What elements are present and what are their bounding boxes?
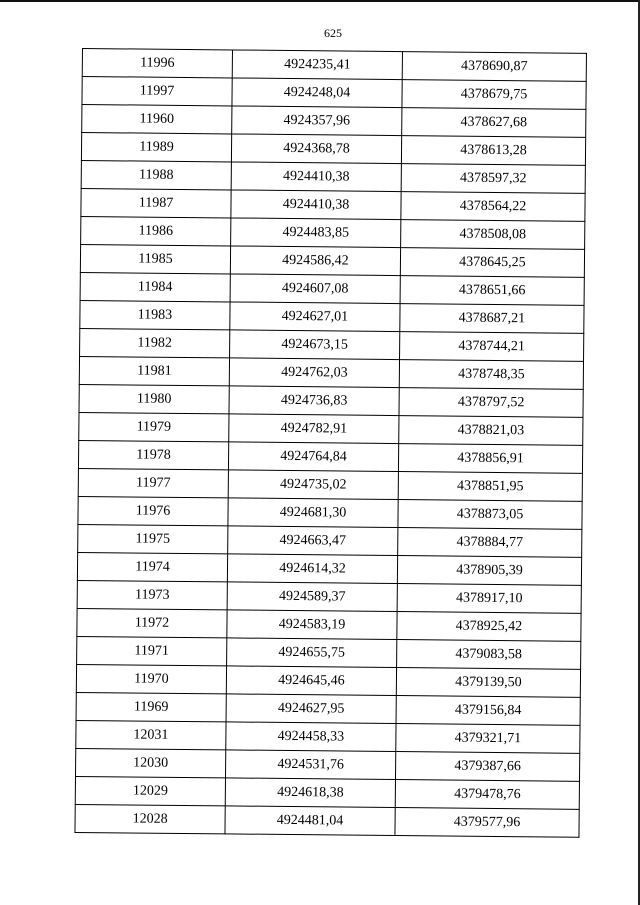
point-number-cell: 11974 [77,552,227,581]
point-number-cell: 11960 [82,105,232,134]
point-number-cell: 11971 [77,636,227,665]
x-coordinate-cell: 4924357,96 [232,106,402,136]
y-coordinate-cell: 4378821,03 [399,416,583,446]
coordinates-table [74,48,587,838]
point-number-cell: 11970 [76,664,226,693]
point-number-cell: 12031 [76,720,226,749]
y-coordinate-cell: 4378645,25 [400,248,584,278]
point-number-cell: 11996 [82,49,232,78]
point-number-cell: 11983 [80,300,230,329]
x-coordinate-cell: 4924681,30 [228,498,398,528]
x-coordinate-cell: 4924663,47 [228,526,398,556]
y-coordinate-cell: 4378748,35 [399,360,583,390]
x-coordinate-cell: 4924410,38 [231,162,401,192]
point-number-cell: 11997 [82,77,232,106]
page-top-border [0,0,640,2]
x-coordinate-cell: 4924764,84 [228,442,398,472]
y-coordinate-cell: 4378856,91 [398,444,582,474]
coordinates-table-container [74,48,587,838]
page-number: 625 [324,26,342,40]
point-number-cell: 11978 [78,440,228,469]
y-coordinate-cell: 4379156,84 [396,696,580,726]
x-coordinate-cell: 4924607,08 [230,274,400,304]
y-coordinate-cell: 4378613,28 [401,136,585,166]
x-coordinate-cell: 4924248,04 [232,78,402,108]
x-coordinate-cell: 4924531,76 [226,750,396,780]
point-number-cell: 12029 [75,776,225,805]
table-row [75,804,579,837]
y-coordinate-cell: 4378925,42 [397,612,581,642]
y-coordinate-cell: 4379478,76 [395,780,579,810]
y-coordinate-cell: 4378917,10 [397,584,581,614]
x-coordinate-cell: 4924782,91 [229,414,399,444]
y-coordinate-cell: 4378873,05 [398,500,582,530]
x-coordinate-cell: 4924481,04 [225,806,395,836]
y-coordinate-cell: 4378679,75 [402,80,586,110]
point-number-cell: 11989 [81,133,231,162]
x-coordinate-cell: 4924735,02 [228,470,398,500]
x-coordinate-cell: 4924736,83 [229,386,399,416]
x-coordinate-cell: 4924458,33 [226,722,396,752]
y-coordinate-cell: 4378690,87 [402,52,586,82]
y-coordinate-cell: 4378627,68 [402,108,586,138]
y-coordinate-cell: 4378797,52 [399,388,583,418]
point-number-cell: 11987 [81,188,231,217]
point-number-cell: 11984 [80,272,230,301]
y-coordinate-cell: 4378851,95 [398,472,582,502]
x-coordinate-cell: 4924586,42 [230,246,400,276]
y-coordinate-cell: 4379321,71 [396,724,580,754]
x-coordinate-cell: 4924410,38 [231,190,401,220]
x-coordinate-cell: 4924655,75 [227,638,397,668]
y-coordinate-cell: 4378905,39 [397,556,581,586]
x-coordinate-cell: 4924483,85 [231,218,401,248]
point-number-cell: 11972 [77,608,227,637]
point-number-cell: 11985 [80,244,230,273]
x-coordinate-cell: 4924627,01 [230,302,400,332]
point-number-cell: 11973 [77,580,227,609]
y-coordinate-cell: 4378508,08 [401,220,585,250]
x-coordinate-cell: 4924583,19 [227,610,397,640]
x-coordinate-cell: 4924645,46 [226,666,396,696]
point-number-cell: 11981 [79,356,229,385]
x-coordinate-cell: 4924235,41 [232,50,402,80]
point-number-cell: 11969 [76,692,226,721]
coordinates-table-body [75,49,587,838]
y-coordinate-cell: 4378744,21 [400,332,584,362]
y-coordinate-cell: 4379139,50 [396,668,580,698]
y-coordinate-cell: 4378651,66 [400,276,584,306]
y-coordinate-cell: 4379083,58 [397,640,581,670]
x-coordinate-cell: 4924762,03 [229,358,399,388]
point-number-cell: 11988 [81,160,231,189]
y-coordinate-cell: 4378884,77 [398,528,582,558]
point-number-cell: 12030 [76,748,226,777]
x-coordinate-cell: 4924618,38 [225,778,395,808]
point-number-cell: 11980 [79,384,229,413]
y-coordinate-cell: 4378597,32 [401,164,585,194]
x-coordinate-cell: 4924614,32 [227,554,397,584]
y-coordinate-cell: 4378687,21 [400,304,584,334]
point-number-cell: 11977 [78,468,228,497]
point-number-cell: 11986 [81,216,231,245]
x-coordinate-cell: 4924368,78 [231,134,401,164]
point-number-cell: 11982 [80,328,230,357]
x-coordinate-cell: 4924589,37 [227,582,397,612]
point-number-cell: 12028 [75,804,225,833]
y-coordinate-cell: 4378564,22 [401,192,585,222]
y-coordinate-cell: 4379387,66 [395,752,579,782]
point-number-cell: 11976 [78,496,228,525]
point-number-cell: 11979 [79,412,229,441]
point-number-cell: 11975 [78,524,228,553]
y-coordinate-cell: 4379577,96 [395,808,579,838]
x-coordinate-cell: 4924673,15 [230,330,400,360]
x-coordinate-cell: 4924627,95 [226,694,396,724]
